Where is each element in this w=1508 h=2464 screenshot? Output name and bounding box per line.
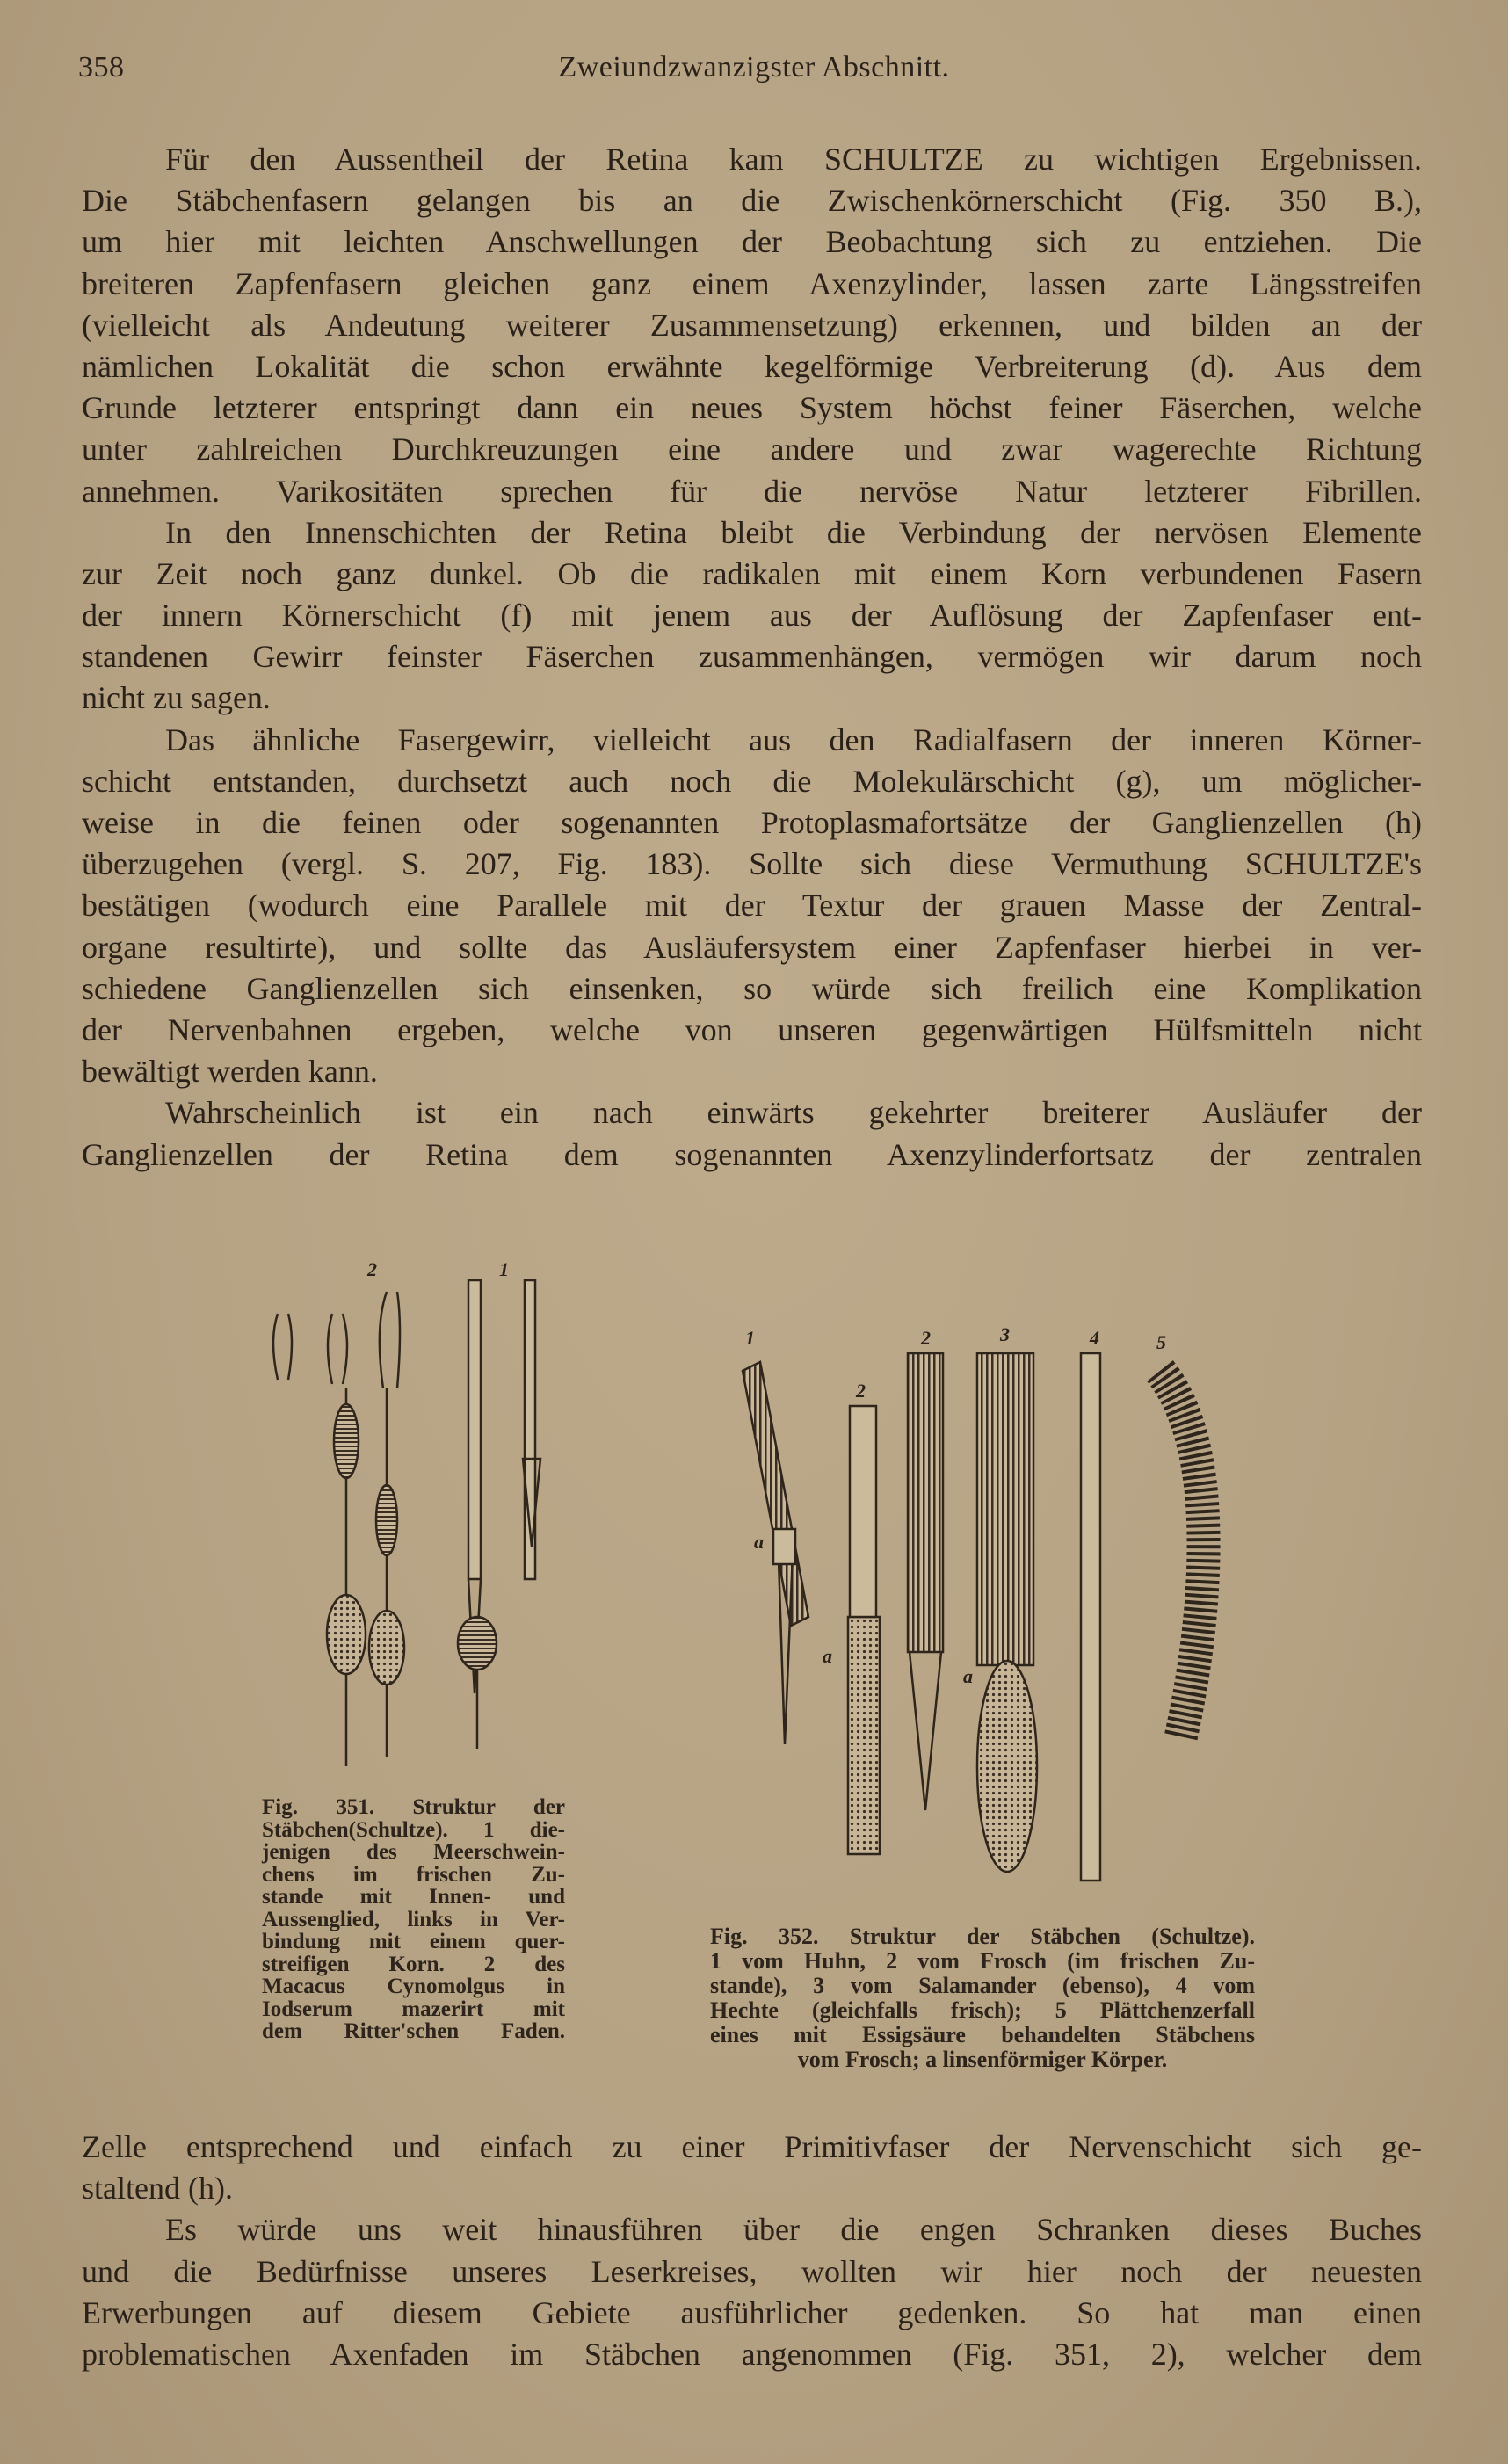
caption-line: Macacus Cynomolgus in <box>262 1975 565 1998</box>
fig351-label: 2 <box>367 1258 377 1280</box>
text-line: unter zahlreichen Durchkreuzungen eine andere und zwar wagerechte Richtung <box>82 431 1422 467</box>
text-line: schiedene Ganglienzellen sich einsenken, so würde sich freilich eine Komplikation <box>82 970 1422 1006</box>
fig352-label: 2 <box>856 1380 866 1402</box>
text-line: Ganglienzellen der Retina dem sogenannten Axenzylinderfortsatz der zentralen <box>82 1136 1422 1172</box>
text-line: weise in die feinen oder sogenannten Protoplasmafortsätze der Ganglienzellen (h) <box>82 805 1422 840</box>
text-line: bewältigt werden kann. <box>82 1054 378 1090</box>
caption-line: Fig. 351. Struktur der <box>262 1795 565 1819</box>
page-number: 358 <box>78 51 125 83</box>
text-line: schicht entstanden, durchsetzt auch noch die Molekulärschicht (g), um möglicher- <box>82 763 1422 799</box>
text-line: und die Bedürfnisse unseres Leserkreises, wollten wir hier noch der neuesten <box>82 2253 1422 2289</box>
caption-line: Aussenglied, links in Ver- <box>262 1907 565 1931</box>
text-line: bestätigen (wodurch eine Parallele mit der Textur der grauen Masse der Zentral- <box>82 888 1422 924</box>
fig351-label: 1 <box>499 1258 509 1280</box>
text-line: um hier mit leichten Anschwellungen der Beobachtung sich zu entziehen. Die <box>82 224 1422 260</box>
fig352-label: 4 <box>1090 1327 1099 1349</box>
text-line: Zelle entsprechend und einfach zu einer Primitivfaser der Nervenschicht sich ge- <box>82 2129 1422 2164</box>
body-text-continued <box>82 2127 1422 2375</box>
text-line: der innern Körnerschicht (f) mit jenem aus der Auflösung der Zapfenfaser ent- <box>82 598 1422 634</box>
caption-line: Stäbchen(Schultze). 1 die- <box>262 1817 565 1842</box>
fig352-label: 2 <box>921 1327 931 1349</box>
text-line: problematischen Axenfaden im Stäbchen angenommen (Fig. 351, 2), welcher dem <box>82 2336 1422 2372</box>
text-line: organe resultirte), und sollte das Ausläufersystem einer Zapfenfaser hierbei in ver- <box>82 929 1422 965</box>
caption-line: dem Ritter'schen Faden. <box>262 2019 565 2043</box>
caption-line: vom Frosch; a linsenförmiger Körper. <box>797 2047 1168 2072</box>
caption-line: Hechte (gleichfalls frisch); 5 Plättchenzerfall <box>710 1997 1255 2023</box>
text-line: Grunde letzterer entspringt dann ein neues System höchst feiner Fäserchen, welche <box>82 390 1422 426</box>
text-line: nämlichen Lokalität die schon erwähnte kegelförmige Verbreiterung (d). Aus dem <box>82 348 1422 384</box>
text-line: überzugehen (vergl. S. 207, Fig. 183). Sollte sich diese Vermuthung SCHULTZE's <box>82 846 1422 882</box>
text-line: standenen Gewirr feinster Fäserchen zusammenhängen, vermögen wir darum noch <box>82 639 1422 675</box>
figure-351 <box>273 1280 540 1766</box>
text-line: Erwerbungen auf diesem Gebiete ausführlicher gedenken. So hat man einen <box>82 2294 1422 2330</box>
figure-352 <box>743 1353 1204 1881</box>
text-line: staltend (h). <box>82 2170 233 2207</box>
caption-line: Fig. 352. Struktur der Stäbchen (Schultze). <box>710 1924 1255 1949</box>
caption-line: streifigen Korn. 2 des <box>262 1952 565 1976</box>
text-line: Es würde uns weit hinausführen über die engen Schranken dieses Buches <box>165 2212 1422 2248</box>
caption-line: Iodserum mazerirt mit <box>262 1997 565 2021</box>
text-line: Das ähnliche Fasergewirr, vielleicht aus den Radialfasern der inneren Körner- <box>165 721 1422 757</box>
figure-352-labels <box>745 1323 1166 1687</box>
running-title: Zweiundzwanzigster Abschnitt. <box>558 51 950 83</box>
text-line: annehmen. Varikositäten sprechen für die nervöse Natur letzterer Fibrillen. <box>82 473 1422 509</box>
text-line: der Nervenbahnen ergeben, welche von unseren gegenwärtigen Hülfsmitteln nicht <box>82 1011 1422 1047</box>
fig352-label: 3 <box>1000 1323 1010 1345</box>
fig352-label: 5 <box>1156 1331 1166 1353</box>
text-line: (vielleicht als Andeutung weiterer Zusammensetzung) erkennen, und bilden an der <box>82 307 1422 343</box>
figure-352-caption <box>710 1924 1255 2072</box>
caption-line: stande mit Innen- und <box>262 1885 565 1909</box>
fig352-label: 1 <box>745 1327 755 1349</box>
caption-line: bindung mit einem quer- <box>262 1930 565 1953</box>
text-line: In den Innenschichten der Retina bleibt die Verbindung der nervösen Elemente <box>165 514 1422 550</box>
text-line: zur Zeit noch ganz dunkel. Ob die radikalen mit einem Korn verbundenen Fasern <box>82 555 1422 591</box>
caption-line: jenigen des Meerschwein- <box>262 1840 565 1864</box>
text-line: Die Stäbchenfasern gelangen bis an die Zwischenkörnerschicht (Fig. 350 B.), <box>82 183 1422 219</box>
caption-line: eines mit Essigsäure behandelten Stäbchens <box>710 2022 1255 2047</box>
figure-351-caption <box>262 1796 565 2043</box>
text-line: breiteren Zapfenfasern gleichen ganz einem Axenzylinder, lassen zarte Längsstreifen <box>82 265 1422 301</box>
fig352-label: a <box>823 1645 832 1667</box>
fig352-label: a <box>754 1531 764 1553</box>
caption-line: 1 vom Huhn, 2 vom Frosch (im frischen Zu- <box>710 1948 1255 1974</box>
text-line: Wahrscheinlich ist ein nach einwärts gekehrter breiterer Ausläufer der <box>165 1095 1422 1131</box>
figure-351-labels <box>366 1258 509 1280</box>
text-line: nicht zu sagen. <box>82 680 271 716</box>
caption-line: chens im frischen Zu- <box>262 1862 565 1887</box>
text-line: Für den Aussentheil der Retina kam SCHULTZE zu wichtigen Ergebnissen. <box>165 141 1422 177</box>
caption-line: stande), 3 vom Salamander (ebenso), 4 vom <box>710 1973 1255 1998</box>
fig352-label: a <box>963 1665 973 1687</box>
